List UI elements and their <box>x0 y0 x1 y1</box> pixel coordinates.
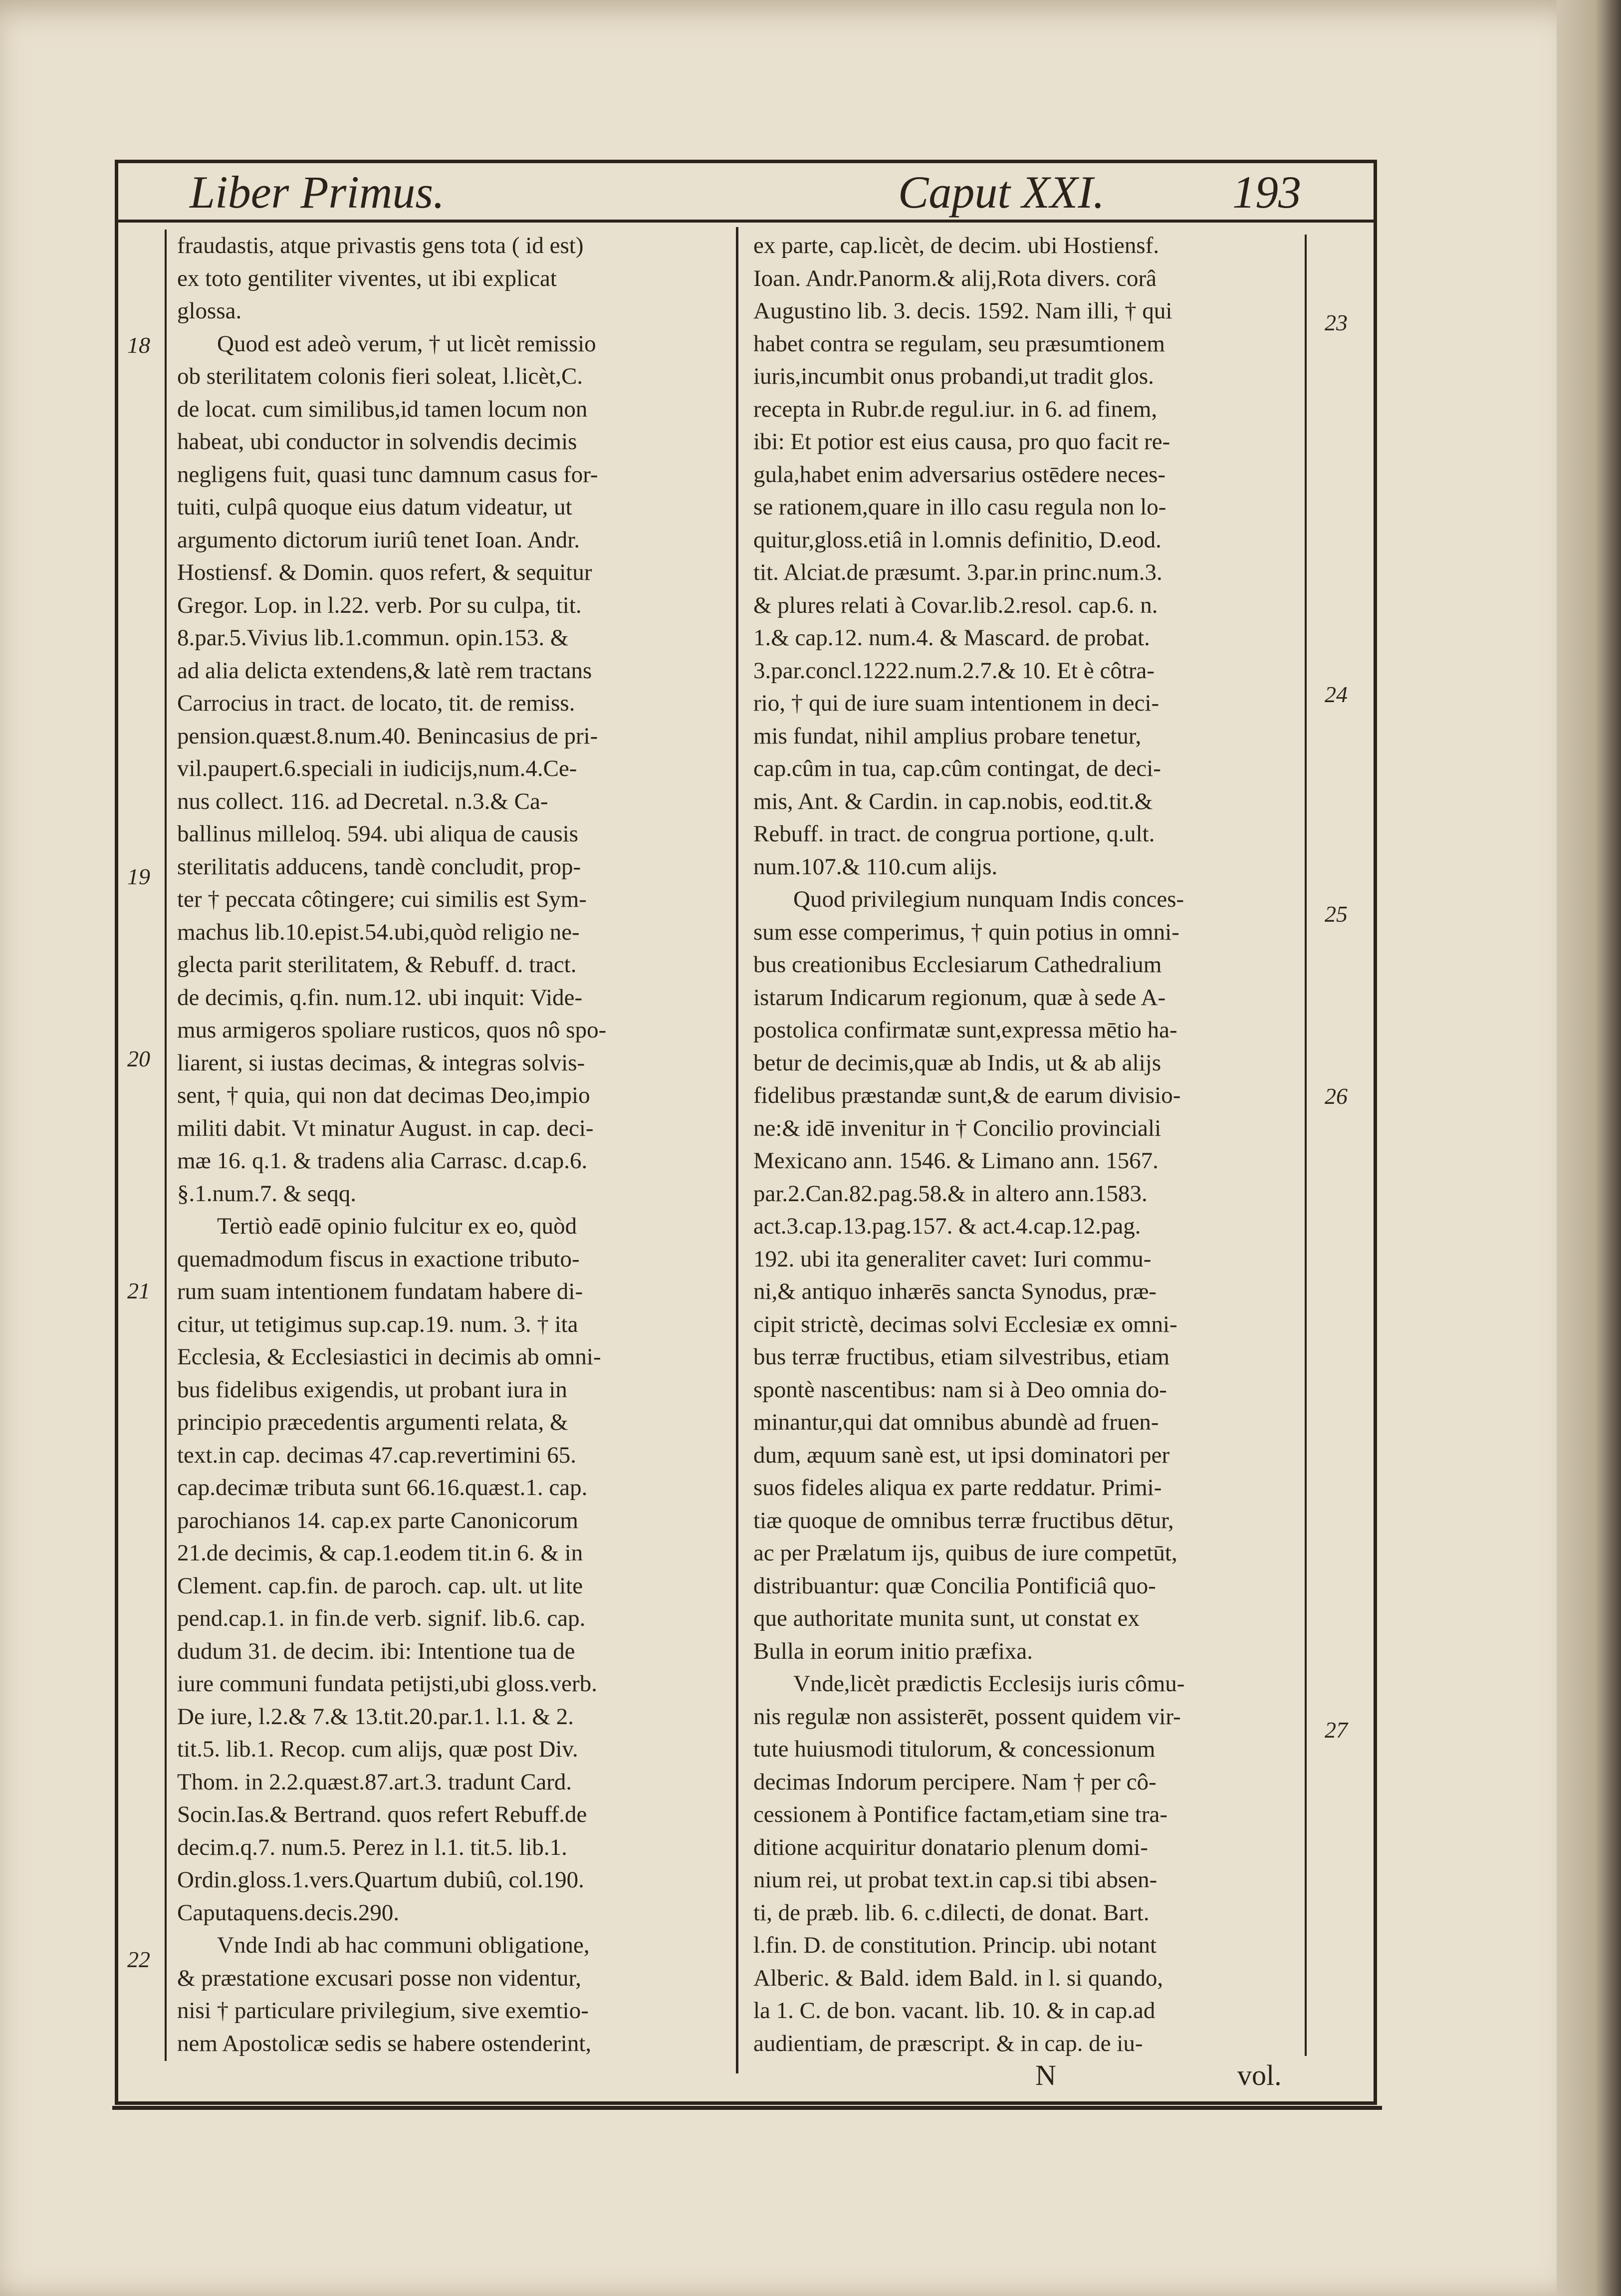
text-line: nisi † particulare privilegium, sive exemtio- <box>177 1998 589 2024</box>
text-line: bus fidelibus exigendis, ut probant iura in <box>177 1376 567 1403</box>
text-line: nis regulæ non assisterēt, possent quidem vir- <box>753 1703 1181 1730</box>
text-line: ex parte, cap.licèt, de decim. ubi Hostiensf. <box>753 233 1159 258</box>
text-line: rio, † qui de iure suam intentionem in deci- <box>753 690 1159 716</box>
text-line: habet contra se regulam, seu præsumtionem <box>753 330 1165 357</box>
text-line: cap.cûm in tua, cap.cûm contingat, de deci- <box>753 756 1161 781</box>
text-line: sent, † quia, qui non dat decimas Deo,impio <box>177 1082 590 1108</box>
signature-mark: N <box>1035 2059 1056 2091</box>
text-line: & plures relati à Covar.lib.2.resol. cap.6. n. <box>753 592 1158 618</box>
text-line: Quod privilegium nunquam Indis conces- <box>793 886 1184 912</box>
text-line: sum esse comperimus, † quin potius in omni- <box>753 919 1179 945</box>
text-line: de decimis, q.fin. num.12. ubi inquit: Vide- <box>177 984 583 1011</box>
text-line: tuiti, culpâ quoque eius datum videatur, ut <box>177 494 572 520</box>
text-line: cessionem à Pontifice factam,etiam sine tra- <box>753 1801 1168 1827</box>
text-line: principio præcedentis argumenti relata, & <box>177 1409 568 1435</box>
text-line: rum suam intentionem fundatam habere di- <box>177 1278 583 1304</box>
text-line: Bulla in eorum initio præfixa. <box>753 1638 1033 1664</box>
text-line: ne:& idē invenitur in † Concilio provinciali <box>753 1115 1161 1141</box>
text-line: ob sterilitatem colonis fieri soleat, l.licèt,C. <box>177 363 583 389</box>
text-line: 192. ubi ita generaliter cavet: Iuri commu- <box>753 1246 1152 1272</box>
text-line: tit. Alciat.de præsumt. 3.par.in princ.num.3. <box>753 559 1162 585</box>
text-line: nem Apostolicæ sedis se habere ostenderint, <box>177 2030 592 2056</box>
running-head-chapter: Caput XXI. <box>898 167 1105 218</box>
text-line: Vnde Indi ab hac communi obligatione, <box>217 1932 590 1958</box>
margin-number: 20 <box>127 1046 150 1071</box>
text-line: Quod est adeò verum, † ut licèt remissio <box>217 330 596 357</box>
text-line: sterilitatis adducens, tandè concludit, prop- <box>177 853 581 880</box>
text-line: Augustino lib. 3. decis. 1592. Nam illi, † qui <box>753 298 1172 324</box>
text-line: quitur,gloss.etiâ in l.omnis definitio, D.eod. <box>753 526 1161 553</box>
column-divider <box>736 227 738 2073</box>
text-line: decim.q.7. num.5. Perez in l.1. tit.5. lib.1. <box>177 1834 567 1860</box>
text-line: ibi: Et potior est eius causa, pro quo facit re- <box>753 429 1170 455</box>
margin-number: 19 <box>127 864 150 889</box>
text-line: 1.& cap.12. num.4. & Mascard. de probat. <box>753 625 1150 651</box>
text-line: negligens fuit, quasi tunc damnum casus for- <box>177 461 598 488</box>
margin-number: 22 <box>127 1947 150 1972</box>
text-line: Carrocius in tract. de locato, tit. de remiss. <box>177 690 575 716</box>
margin-number: 27 <box>1325 1717 1348 1743</box>
text-line: Gregor. Lop. in l.22. verb. Por su culpa, tit. <box>177 592 582 618</box>
text-line: Ecclesia, & Ecclesiastici in decimis ab omni- <box>177 1344 601 1370</box>
text-line: pension.quæst.8.num.40. Benincasius de pri- <box>177 723 598 749</box>
text-line: Clement. cap.fin. de paroch. cap. ult. ut lite <box>177 1572 583 1599</box>
text-line: nus collect. 116. ad Decretal. n.3.& Ca- <box>177 788 548 814</box>
footer-rule <box>112 2106 1382 2110</box>
text-line: spontè nascentibus: nam si à Deo omnia do- <box>753 1376 1167 1403</box>
margin-number: 21 <box>127 1278 150 1303</box>
text-line: ad alia delicta extendens,& latè rem tractans <box>177 657 592 684</box>
text-line <box>177 2060 731 2061</box>
text-line: num.107.& 110.cum alijs. <box>753 853 998 880</box>
text-line: mæ 16. q.1. & tradens alia Carrasc. d.cap.6. <box>177 1148 588 1174</box>
margin-number: 25 <box>1325 901 1348 927</box>
text-line: ditione acquiritur donatario plenum domi- <box>753 1834 1148 1860</box>
text-line: Tertiò eadē opinio fulcitur ex eo, quòd <box>217 1213 577 1239</box>
text-line: iuris,incumbit onus probandi,ut tradit glos. <box>753 363 1154 389</box>
left-column-rule <box>165 230 167 2061</box>
text-line: fidelibus præstandæ sunt,& de earum divisio- <box>753 1082 1181 1108</box>
text-line: ac per Prælatum ijs, quibus de iure competūt, <box>753 1540 1177 1566</box>
text-line: Rebuff. in tract. de congrua portione, q.ult. <box>753 821 1155 847</box>
margin-number: 23 <box>1325 310 1348 335</box>
text-line: se rationem,quare in illo casu regula non lo- <box>753 494 1166 520</box>
text-line: dudum 31. de decim. ibi: Intentione tua de <box>177 1638 575 1664</box>
text-line: Hostiensf. & Domin. quos refert, & sequitur <box>177 559 592 585</box>
text-line: §.1.num.7. & seqq. <box>177 1180 357 1207</box>
margin-number: 26 <box>1325 1083 1348 1109</box>
right-text-column <box>753 230 1307 2061</box>
text-line: 8.par.5.Vivius lib.1.commun. opin.153. & <box>177 625 569 651</box>
text-line: que authoritate munita sunt, ut constat ex <box>753 1605 1140 1631</box>
text-line: & præstatione excusari posse non videntur, <box>177 1965 582 1991</box>
text-line: quemadmodum fiscus in exactione tributo- <box>177 1246 580 1272</box>
text-line: glecta parit sterilitatem, & Rebuff. d. tract. <box>177 952 577 978</box>
text-line: ti, de præb. lib. 6. c.dilecti, de donat. Bart. <box>753 1899 1150 1926</box>
text-line: par.2.Can.82.pag.58.& in altero ann.1583. <box>753 1180 1148 1207</box>
text-line: cap.decimæ tributa sunt 66.16.quæst.1. cap. <box>177 1475 588 1501</box>
text-line: militi dabit. Vt minatur August. in cap. deci- <box>177 1115 594 1141</box>
text-line: pend.cap.1. in fin.de verb. signif. lib.6. cap. <box>177 1605 586 1631</box>
text-line: recepta in Rubr.de regul.iur. in 6. ad finem, <box>753 396 1158 422</box>
text-line: l.fin. D. de constitution. Princip. ubi notant <box>753 1932 1157 1958</box>
text-line: ex toto gentiliter viventes, ut ibi explicat <box>177 265 557 291</box>
text-line: 21.de decimis, & cap.1.eodem tit.in 6. & in <box>177 1540 583 1566</box>
text-line: citur, ut tetigimus sup.cap.19. num. 3. † ita <box>177 1311 578 1337</box>
text-line: cipit strictè, decimas solvi Ecclesiæ ex omni- <box>753 1311 1177 1337</box>
text-line: argumento dictorum iuriû tenet Ioan. Andr. <box>177 526 580 553</box>
text-line: parochianos 14. cap.ex parte Canonicorum <box>177 1507 578 1533</box>
text-line: Socin.Ias.& Bertrand. quos refert Rebuff.de <box>177 1801 587 1827</box>
text-line: minantur,qui dat omnibus abundè ad fruen- <box>753 1409 1159 1435</box>
text-line: machus lib.10.epist.54.ubi,quòd religio ne- <box>177 919 580 945</box>
text-line: Ordin.gloss.1.vers.Quartum dubiû, col.190. <box>177 1867 584 1893</box>
text-line: De iure, l.2.& 7.& 13.tit.20.par.1. l.1. & 2. <box>177 1703 574 1730</box>
text-line: mis, Ant. & Cardin. in cap.nobis, eod.tit.& <box>753 788 1153 814</box>
text-line: audientiam, de præscript. & in cap. de iu- <box>753 2030 1143 2056</box>
text-line: 3.par.concl.1222.num.2.7.& 10. Et è côtra- <box>753 657 1155 684</box>
text-line: postolica confirmatæ sunt,expressa mētio ha- <box>753 1017 1177 1043</box>
text-line: Ioan. Andr.Panorm.& alij,Rota divers. corâ <box>753 265 1157 291</box>
text-line: tit.5. lib.1. Recop. cum alijs, quæ post Div. <box>177 1736 578 1762</box>
text-line: decimas Indorum percipere. Nam † per cô- <box>753 1769 1157 1795</box>
text-line: suos fideles aliqua ex parte reddatur. Primi- <box>753 1475 1162 1501</box>
text-line: bus creationibus Ecclesiarum Cathedralium <box>753 952 1162 978</box>
text-line <box>753 2060 1307 2061</box>
text-line: distribuantur: quæ Concilia Pontificiâ quo- <box>753 1572 1156 1599</box>
page-edge <box>1557 0 1621 2296</box>
catchword: vol. <box>1237 2059 1282 2091</box>
header-rule <box>115 220 1377 223</box>
text-line: Thom. in 2.2.quæst.87.art.3. tradunt Card. <box>177 1769 572 1795</box>
text-line: Mexicano ann. 1546. & Limano ann. 1567. <box>753 1148 1158 1174</box>
text-line: betur de decimis,quæ ab Indis, ut & ab alijs <box>753 1049 1161 1076</box>
text-line: ter † peccata côtingere; cui similis est Sym- <box>177 886 587 912</box>
text-line: nium rei, ut probat text.in cap.si tibi absen- <box>753 1867 1158 1893</box>
margin-number: 18 <box>127 332 150 358</box>
page-number: 193 <box>1232 167 1301 218</box>
text-line: text.in cap. decimas 47.cap.revertimini 65. <box>177 1442 577 1468</box>
text-line: ni,& antiquo inhærēs sancta Synodus, præ- <box>753 1278 1157 1304</box>
text-line: istarum Indicarum regionum, quæ à sede A- <box>753 984 1166 1011</box>
left-text-column <box>177 230 731 2061</box>
running-head-book: Liber Primus. <box>190 167 445 218</box>
text-line: dum, æquum sanè est, ut ipsi dominatori per <box>753 1442 1170 1468</box>
text-line: act.3.cap.13.pag.157. & act.4.cap.12.pag. <box>753 1213 1141 1239</box>
text-line: habeat, ubi conductor in solvendis decimis <box>177 429 577 455</box>
text-line: Vnde,licèt prædictis Ecclesijs iuris cômu- <box>793 1671 1185 1697</box>
text-line: ballinus milleloq. 594. ubi aliqua de causis <box>177 821 579 847</box>
text-line: vil.paupert.6.speciali in iudicijs,num.4.Ce- <box>177 756 577 781</box>
text-line: bus terræ fructibus, etiam silvestribus, etiam <box>753 1344 1170 1370</box>
text-line: glossa. <box>177 298 242 324</box>
text-line: Alberic. & Bald. idem Bald. in l. si quando, <box>753 1965 1163 1991</box>
text-line: liarent, si iustas decimas, & integras solvis- <box>177 1049 585 1076</box>
text-line: gula,habet enim adversarius ostēdere neces- <box>753 461 1166 488</box>
text-line: la 1. C. de bon. vacant. lib. 10. & in cap.ad <box>753 1998 1156 2024</box>
text-line: Caputaquens.decis.290. <box>177 1899 400 1926</box>
text-line: fraudastis, atque privastis gens tota ( id est) <box>177 233 584 258</box>
text-line: de locat. cum similibus,id tamen locum non <box>177 396 588 422</box>
text-line: mis fundat, nihil amplius probare tenetur, <box>753 723 1142 749</box>
text-line: tute huiusmodi titulorum, & concessionum <box>753 1736 1156 1762</box>
margin-number: 24 <box>1325 682 1348 707</box>
text-line: mus armigeros spoliare rusticos, quos nô spo- <box>177 1017 607 1043</box>
text-line: iure communi fundata petijsti,ubi gloss.verb. <box>177 1671 597 1697</box>
text-line: tiæ quoque de omnibus terræ fructibus dētur, <box>753 1507 1174 1533</box>
